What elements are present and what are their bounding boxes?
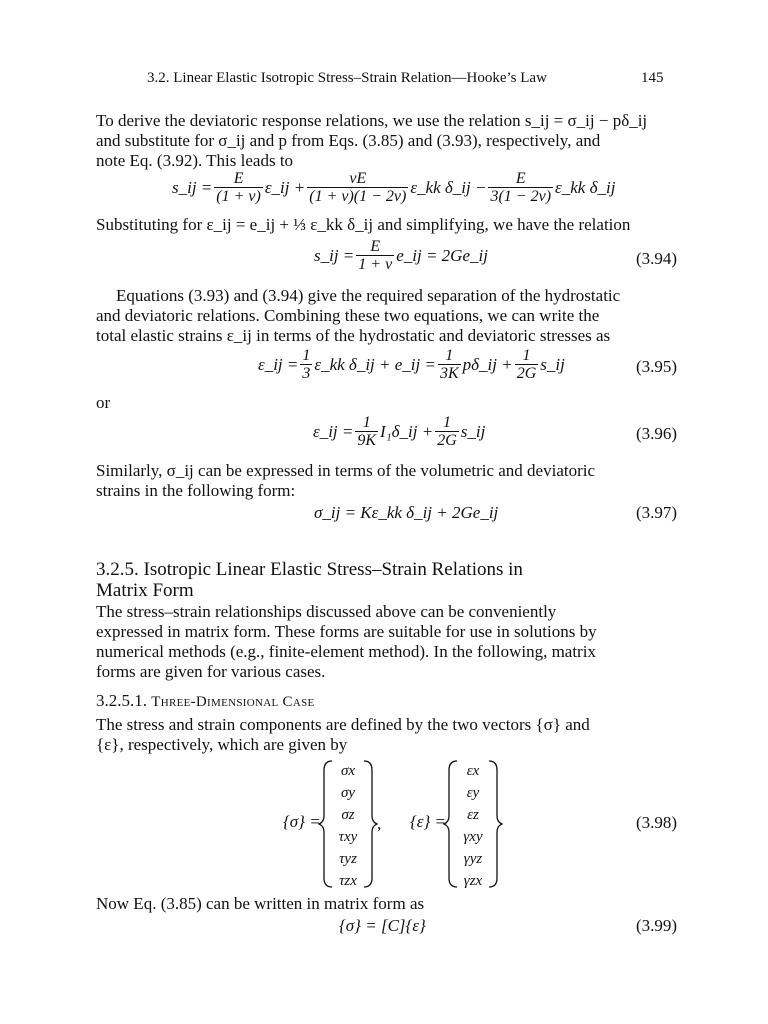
para6-line1: The stress and strain components are defined by the two vectors {σ} and [96, 715, 590, 734]
vector-entry: εx [466, 763, 480, 779]
para6-line2: {ε}, respectively, which are given by [96, 735, 348, 754]
fraction: $\frac{1}{2G}$ [516, 347, 537, 382]
equation-3-96: ε_ij = $\frac{1}{9K}$ I₁δ_ij + $\frac{1}{2G}$ s_ij [313, 414, 486, 449]
epsilon-vector-components [455, 760, 491, 892]
fraction: $\frac{E}{(1 + \nu)}$ [216, 170, 261, 205]
vector-entry: εy [466, 785, 480, 801]
subsection-number: 3.2.5.1. [96, 691, 147, 710]
para5-line2: expressed in matrix form. These forms are suitable for use in solutions by [96, 622, 597, 641]
vector-separator-comma: , [377, 814, 382, 833]
equation-3-97: σ_ij = Kε_kk δ_ij + 2Ge_ij [314, 503, 499, 522]
fraction: $\frac{1}{2G}$ [437, 414, 457, 449]
equation-label-3-94: (3.94) [636, 249, 678, 268]
fraction: $\frac{E}{3(1 - 2\nu)}$ [490, 170, 552, 205]
equation-label-3-96: (3.96) [636, 424, 678, 443]
equation-3-99: {σ} = [C]{ε} [339, 916, 426, 935]
fraction: $\frac{1}{9K}$ [357, 414, 377, 449]
para5-line1: The stress–strain relationships discussed above can be conveniently [96, 602, 557, 621]
para3-line3: total elastic strains ε_ij in terms of the hydrostatic and deviatoric stresses as [96, 326, 611, 345]
para4-line1: Similarly, σ_ij can be expressed in terms of the volumetric and deviatoric [96, 461, 596, 480]
sigma-vector-components [330, 760, 366, 892]
para4-line2: strains in the following form: [96, 481, 296, 500]
para1-line1: To derive the deviatoric response relations, we use the relation s_ij = σ_ij − pδ_ij [96, 111, 648, 130]
equation-label-3-97: (3.97) [636, 503, 678, 522]
epsilon-vector-lhs: {ε} = [410, 812, 447, 831]
vector-entry: γyz [463, 851, 483, 867]
subsection-heading [96, 690, 315, 713]
para5-line4: forms are given for various cases. [96, 662, 326, 681]
para1-line3: note Eq. (3.92). This leads to [96, 151, 294, 170]
fraction: $\frac{\nu E}{(1 + \nu)(1 - 2\nu)}$ [309, 170, 407, 205]
sigma-vector-lhs: {σ} = [283, 812, 321, 831]
equation-3-94: s_ij = $\frac{E}{1 + \nu}$ e_ij = 2Ge_ij [314, 238, 488, 273]
section-heading-line1: 3.2.5. Isotropic Linear Elastic Stress–Strain Relations in [96, 559, 523, 580]
equation-label-3-95: (3.95) [636, 357, 678, 376]
para1-line2: and substitute for σ_ij and p from Eqs. (3.85) and (3.93), respectively, and [96, 131, 601, 150]
vector-entry: σx [340, 763, 356, 779]
para7-line1: Now Eq. (3.85) can be written in matrix form as [96, 894, 425, 913]
vector-entry: εz [467, 807, 479, 823]
equation-deviatoric-expanded [172, 170, 615, 205]
equation-label-3-99: (3.99) [636, 916, 678, 935]
vector-entry: γzx [463, 873, 483, 889]
running-header: 3.2. Linear Elastic Isotropic Stress–Strain Relation—Hooke’s Law [147, 70, 547, 86]
para2-line1: Substituting for ε_ij = e_ij + ⅓ ε_kk δ_ij and simplifying, we have the relation [96, 215, 631, 234]
eq-term: ε_ij + [264, 177, 306, 197]
equation-3-95: ε_ij = $\frac{1}{3}$ ε_kk δ_ij + e_ij = $\frac{1}{3K}$ pδ_ij + $\frac{1}{2G}$ s_ij [258, 347, 565, 382]
para3-line1: Equations (3.93) and (3.94) give the required separation of the hydrostatic [116, 286, 621, 305]
para5-line3: numerical methods (e.g., finite-element method). In the following, matrix [96, 642, 596, 661]
vector-entry: σz [341, 807, 355, 823]
vector-entry: τzx [339, 873, 357, 889]
fraction: $\frac{E}{1 + \nu}$ [358, 238, 393, 273]
section-heading-line2: Matrix Form [96, 580, 194, 601]
eq-term: ε_kk δ_ij [555, 177, 616, 197]
fraction: $\frac{1}{3}$ [302, 347, 311, 382]
eq-lhs: s_ij = [172, 177, 213, 197]
page-number: 145 [641, 70, 664, 86]
vector-entry: τxy [338, 829, 358, 845]
connective-or: or [96, 393, 111, 412]
fraction: $\frac{1}{3K}$ [439, 347, 459, 382]
vector-entry: γxy [463, 829, 483, 845]
eq-term: ε_kk δ_ij − [410, 177, 487, 197]
vector-entry: τyz [339, 851, 357, 867]
para3-line2: and deviatoric relations. Combining these two equations, we can write the [96, 306, 600, 325]
vector-entry: σy [340, 785, 356, 801]
equation-label-3-98: (3.98) [636, 813, 678, 832]
subsection-title: Three-Dimensional Case [151, 694, 315, 710]
